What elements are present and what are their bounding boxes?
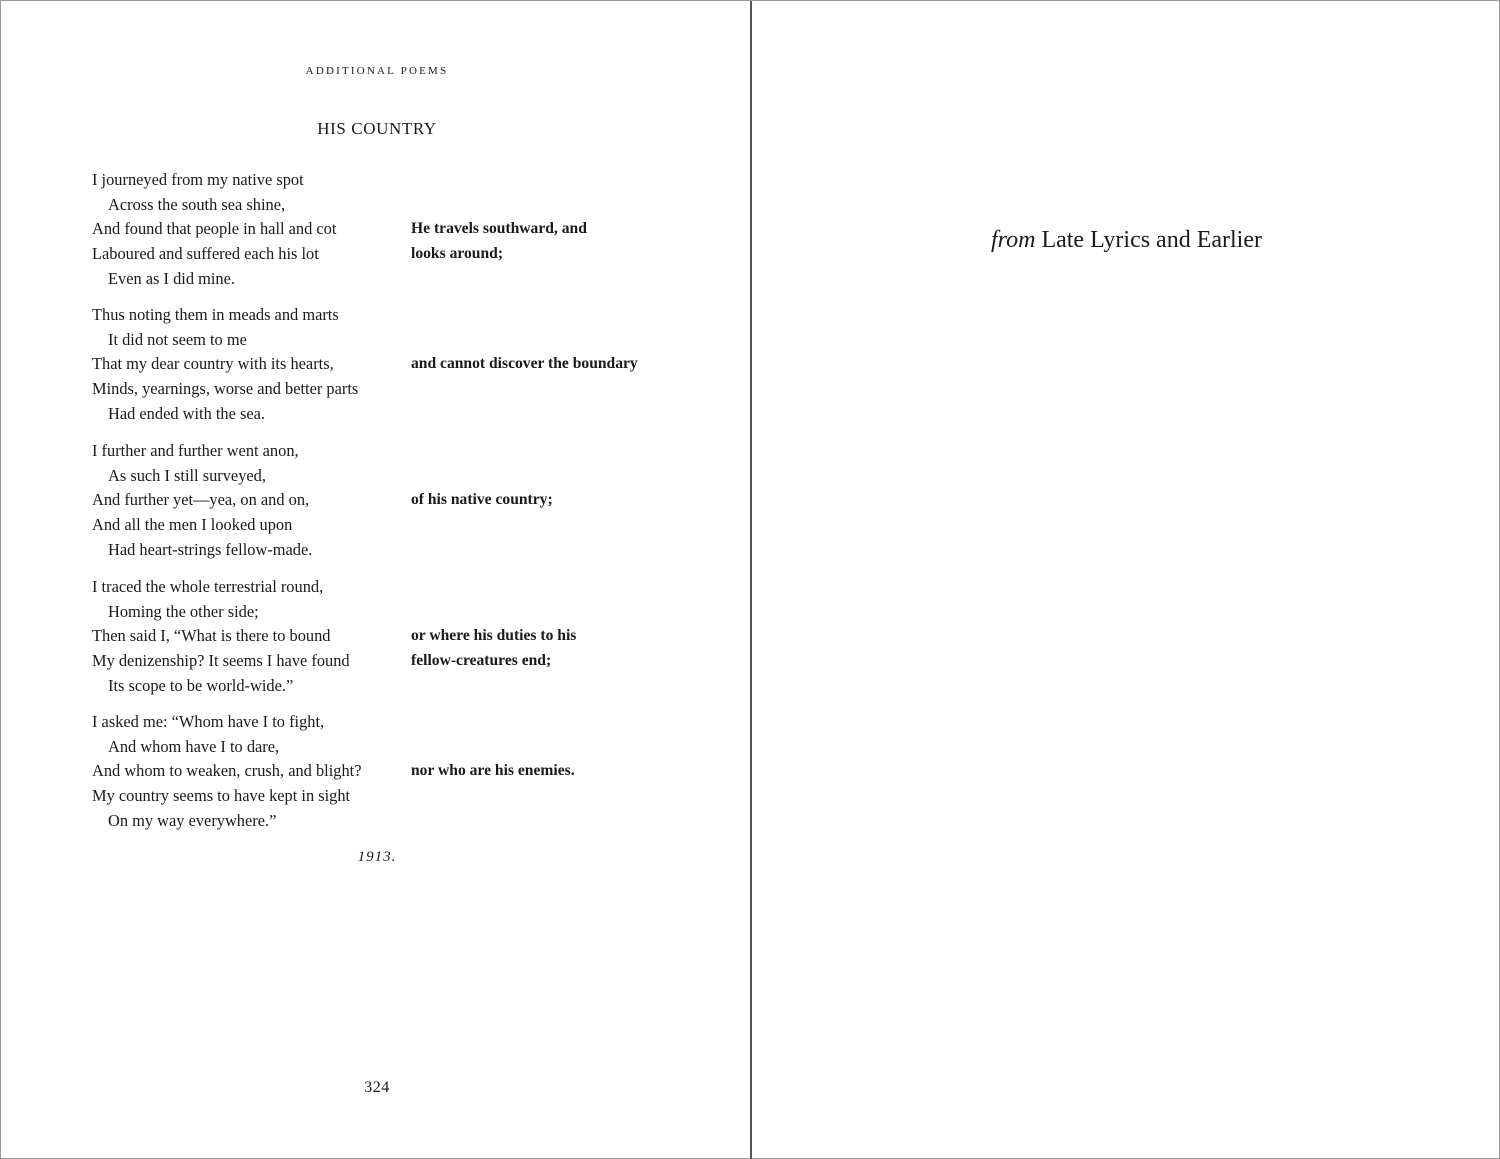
- right-page: [752, 1, 1500, 1159]
- verse-line: I further and further went anon,: [92, 441, 299, 460]
- section-title-text: Late Lyrics and Earlier: [1041, 227, 1262, 253]
- verse-line: I journeyed from my native spot: [92, 170, 304, 189]
- marginal-gloss: fellow-creatures end;: [411, 652, 552, 670]
- marginal-gloss: nor who are his enemies.: [411, 762, 575, 780]
- verse-line: Then said I, “What is there to bound or where his duties to his: [92, 624, 752, 649]
- verse-line: It did not seem to me: [108, 329, 247, 349]
- verse-line: I asked me: “Whom have I to fight,: [92, 712, 325, 731]
- verse-line: As such I still surveyed,: [108, 465, 266, 485]
- left-page: [1, 1, 750, 1159]
- verse-line: My country seems to have kept in sight: [92, 786, 351, 806]
- stanza-4: [92, 575, 752, 698]
- verse-line: And whom have I to dare,: [108, 736, 280, 756]
- verse-line: And further yet—yea, on and on, of his native country;: [92, 488, 752, 513]
- section-title-prefix: from: [990, 227, 1036, 253]
- stanza-3: [92, 439, 752, 562]
- verse-line: Even as I did mine.: [108, 268, 235, 288]
- stanza-5: [92, 710, 752, 833]
- verse-line: And all the men I looked upon: [92, 515, 293, 535]
- verse-line: Laboured and suffered each his lot looks around;: [92, 242, 752, 267]
- page-number: 324: [364, 1079, 390, 1096]
- verse-line: Minds, yearnings, worse and better parts: [92, 379, 359, 399]
- stanza-1: [92, 168, 752, 291]
- verse-line: Across the south sea shine,: [108, 194, 286, 214]
- verse-line: On my way everywhere.”: [108, 810, 277, 830]
- verse-line: Thus noting them in meads and marts: [92, 305, 339, 324]
- poem-date: 1913.: [357, 849, 397, 865]
- marginal-gloss: or where his duties to his: [411, 627, 577, 645]
- stanza-2: [92, 303, 752, 426]
- verse-line: Homing the other side;: [108, 601, 259, 621]
- section-title: [752, 227, 1500, 254]
- verse-line: I traced the whole terrestrial round,: [92, 577, 324, 596]
- running-head: ADDITIONAL POEMS: [305, 65, 449, 77]
- poem-title: HIS COUNTRY: [317, 119, 437, 138]
- marginal-gloss: and cannot discover the boundary: [411, 355, 638, 373]
- verse-line: And found that people in hall and cot He travels southward, and: [92, 217, 752, 242]
- marginal-gloss: looks around;: [411, 245, 504, 263]
- verse-line: That my dear country with its hearts, and cannot discover the boundary: [92, 352, 752, 377]
- verse-line: My denizenship? It seems I have found fellow-creatures end;: [92, 649, 752, 674]
- verse-line: Had ended with the sea.: [108, 403, 266, 423]
- verse-line: And whom to weaken, crush, and blight? nor who are his enemies.: [92, 759, 752, 784]
- verse-line: Had heart-strings fellow-made.: [108, 539, 313, 559]
- verse-line: Its scope to be world-wide.”: [108, 675, 294, 695]
- marginal-gloss: of his native country;: [411, 491, 553, 509]
- marginal-gloss: He travels southward, and: [411, 220, 587, 238]
